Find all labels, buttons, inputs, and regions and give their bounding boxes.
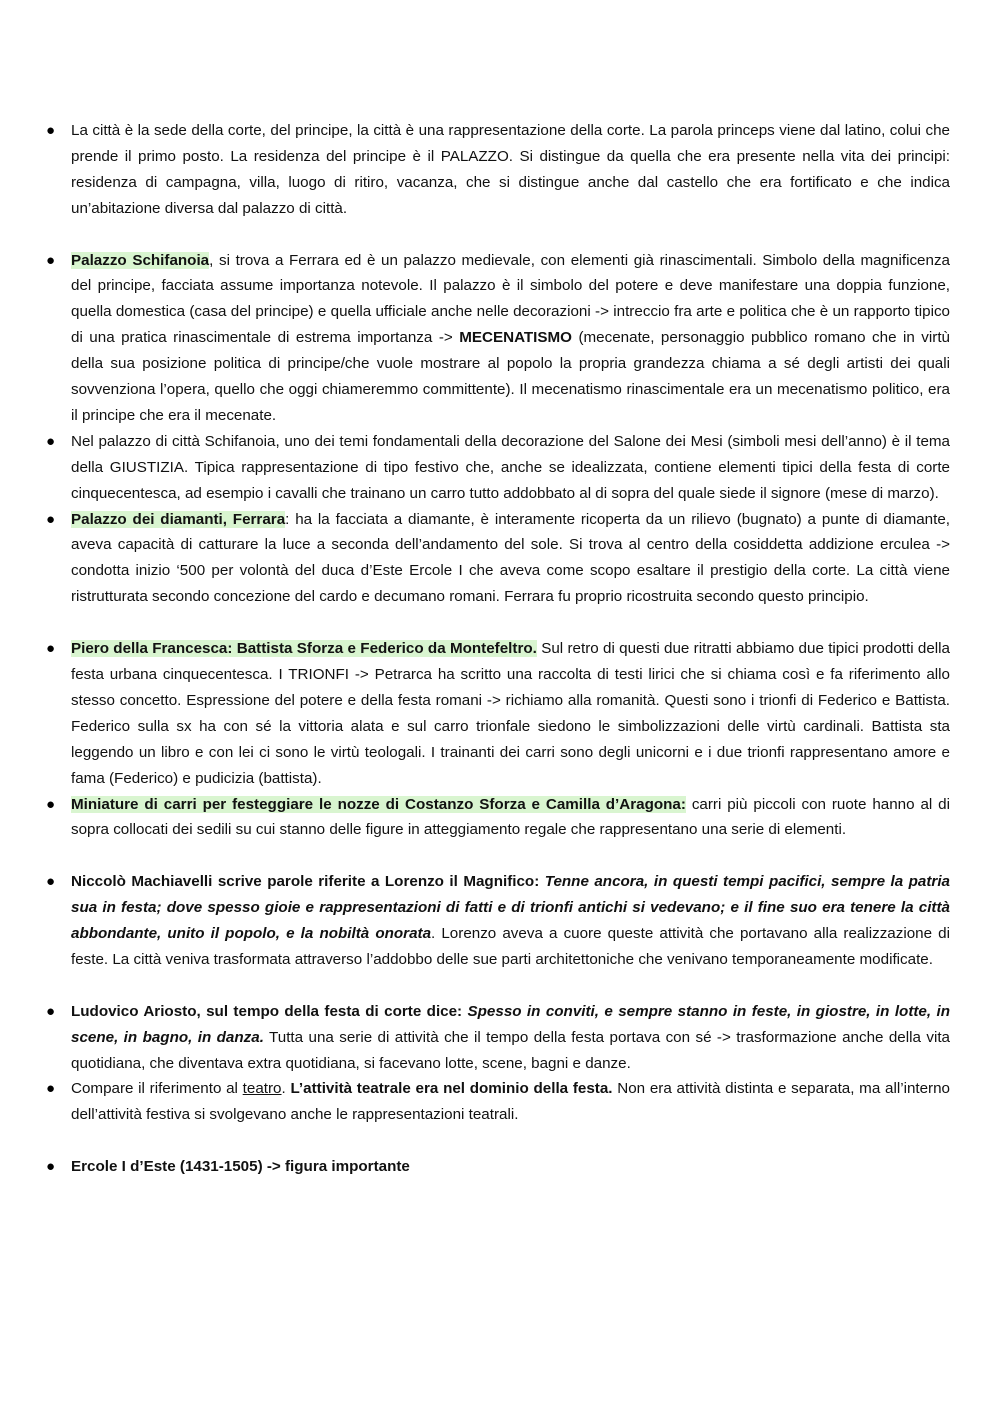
list-item-machiavelli	[0, 869, 1000, 973]
list-item-palazzo-diamanti	[0, 507, 1000, 611]
bullet-icon: ●	[46, 510, 56, 528]
item-text: (mecenate, personaggio pubblico romano che in virtù della sua posizione politica di principe/che vuole mostrare al popolo la propria grandezza chiama a sé degli artisti dei quali sovvenziona l’opera, quello che oggi chiameremmo committente). Il mecenatismo rinascimentale era un mecenatismo politico, era il principe che era il mecenate.	[71, 329, 950, 424]
bold-intro: Niccolò Machiavelli scrive parole riferite a Lorenzo il Magnifico:	[71, 873, 545, 891]
bold-term: Ercole I d’Este (1431-1505) -> figura importante	[71, 1158, 410, 1176]
highlighted-term: Palazzo Schifanoia	[71, 251, 210, 269]
list-item-ercole	[0, 1154, 1000, 1180]
list-item-giustizia	[0, 429, 1000, 507]
bullet-icon: ●	[46, 795, 56, 813]
quotation: Spesso in conviti, e sempre stanno in feste, in giostre, in lotte, in scene, in bagno, in danza.	[71, 1002, 950, 1046]
item-text: Tutta una serie di attività che il tempo della festa portava con sé -> trasformazione anche della vita quotidiana, che diventava extra quotidiana, si facevano lotte, scene, bagni e danze.	[71, 1028, 950, 1072]
bullet-icon: ●	[46, 122, 56, 139]
list-item-citta-corte	[0, 118, 1000, 222]
item-text: Non era attività distinta e separata, ma all’interno dell’attività festiva si svolgevano anche le rappresentazioni teatrali.	[71, 1080, 951, 1124]
highlighted-term: Piero della Francesca: Battista Sforza e Federico da Montefeltro.	[71, 640, 537, 658]
item-text: , si trova a Ferrara ed è un palazzo medievale, con elementi già rinascimentali. Simbolo della magnificenza del principe, facciata assume importanza notevole. Il palazzo è il simbolo del potere e deve manifestare una doppia funzione, quella domestica (casa del principe) e quella ufficiale anche nelle decorazioni -> intreccio fra arte e politica che è un rapporto tipico di una pratica rinascimentale di estrema importanza ->	[71, 251, 950, 347]
document-body	[0, 118, 1000, 1180]
list-item-teatro	[0, 1076, 1000, 1128]
bullet-icon: ●	[46, 432, 56, 450]
bold-term: L’attività teatrale era nel dominio della festa.	[290, 1080, 613, 1098]
item-text: Sul retro di questi due ritratti abbiamo due tipici prodotti della festa urbana cinquecentesca. I TRIONFI -> Petrarca ha scritto una raccolta di testi lirici che si chiama così e fa riferimento allo stesso concetto. Espressione del potere e della festa romani -> richiamo alla romanità. Questi sono i trionfi di Federico e Battista. Federico sulla sx ha con sé la vittoria alata e sul carro trionfale siedono le simbolizzazioni delle virtù cardinali. Battista sta leggendo un libro e con lei ci sono le virtù teologali. I trainanti dei carri sono degli unicorni e i due trionfi rappresentano amore e fama (Federico) e pudicizia (battista).	[71, 640, 950, 787]
item-text: . Lorenzo aveva a cuore queste attività che portavano alla realizzazione di feste. La città veniva trasformata attraverso l’addobbo delle sue parti architettoniche che venivano temporaneamente modificate.	[71, 925, 950, 968]
list-item-palazzo-schifanoia	[0, 248, 1000, 429]
bold-intro: Ludovico Ariosto, sul tempo della festa di corte dice:	[71, 1002, 468, 1020]
highlighted-term: Miniature di carri per festeggiare le nozze di Costanzo Sforza e Camilla d’Aragona:	[71, 795, 686, 813]
item-text: carri più piccoli con ruote hanno al di sopra collocati dei sedili su cui stanno delle figure in atteggiamento regale che rappresentano una serie di elementi.	[71, 795, 950, 839]
item-text: : ha la facciata a diamante, è interamente ricoperta da un rilievo (bugnato) a punte di diamante, aveva capacità di catturare la luce a seconda dell’andamento del sole. Si trova al centro della cosiddetta addizione erculea -> condotta inizio ‘500 per volontà del duca d’Este Ercole I che aveva come scopo esaltare il prestigio della corte. La città viene ristrutturata secondo concezione del cardo e decumano romani. Ferrara fu proprio ricostruita secondo questo principio.	[71, 510, 950, 606]
underlined-term: teatro	[242, 1080, 282, 1098]
item-text: La città è la sede della corte, del principe, la città è una rappresentazione della corte. La parola princeps viene dal latino, colui che prende il primo posto. La residenza del principe è il PALAZZO. Si distingue da quella che era presente nella vita dei principi: residenza di campagna, villa, luogo di ritiro, vacanza, che si distingue anche dal castello che era fortificato e che indica un’abitazione diversa dal palazzo di città.	[71, 122, 950, 217]
quotation: Tenne ancora, in questi tempi pacifici, sempre la patria sua in festa; dove spesso gioie e rappresentazioni di fatti e di trionfi antichi si vedevano; e il fine suo era tenere la città abbondante, unito il popolo, e la nobiltà onorata	[71, 873, 950, 943]
bullet-icon: ●	[46, 251, 56, 269]
list-item-piero-della-francesca	[0, 636, 1000, 791]
bullet-list	[0, 118, 1000, 1180]
bullet-icon: ●	[46, 1158, 56, 1176]
highlighted-term: Palazzo dei diamanti, Ferrara	[71, 510, 286, 528]
bullet-icon: ●	[46, 640, 56, 658]
item-text: Nel palazzo di città Schifanoia, uno dei temi fondamentali della decorazione del Salone dei Mesi (simboli mesi dell’anno) è il tema della GIUSTIZIA. Tipica rappresentazione di tipo festivo che, anche se idealizzata, contiene elementi tipici della festa di corte cinquecentesca, ad esempio i cavalli che trainano un carro tutto addobbato al di sopra del quale siede il signore (mese di marzo).	[71, 432, 950, 502]
list-item-ariosto	[0, 999, 1000, 1077]
list-item-miniature-carri	[0, 792, 1000, 844]
bullet-icon: ●	[46, 1080, 56, 1098]
bullet-icon: ●	[46, 1002, 56, 1020]
bullet-icon: ●	[46, 873, 56, 891]
item-text: .	[281, 1080, 291, 1098]
item-text: Compare il riferimento al	[71, 1080, 243, 1098]
bold-term: MECENATISMO	[459, 329, 572, 347]
